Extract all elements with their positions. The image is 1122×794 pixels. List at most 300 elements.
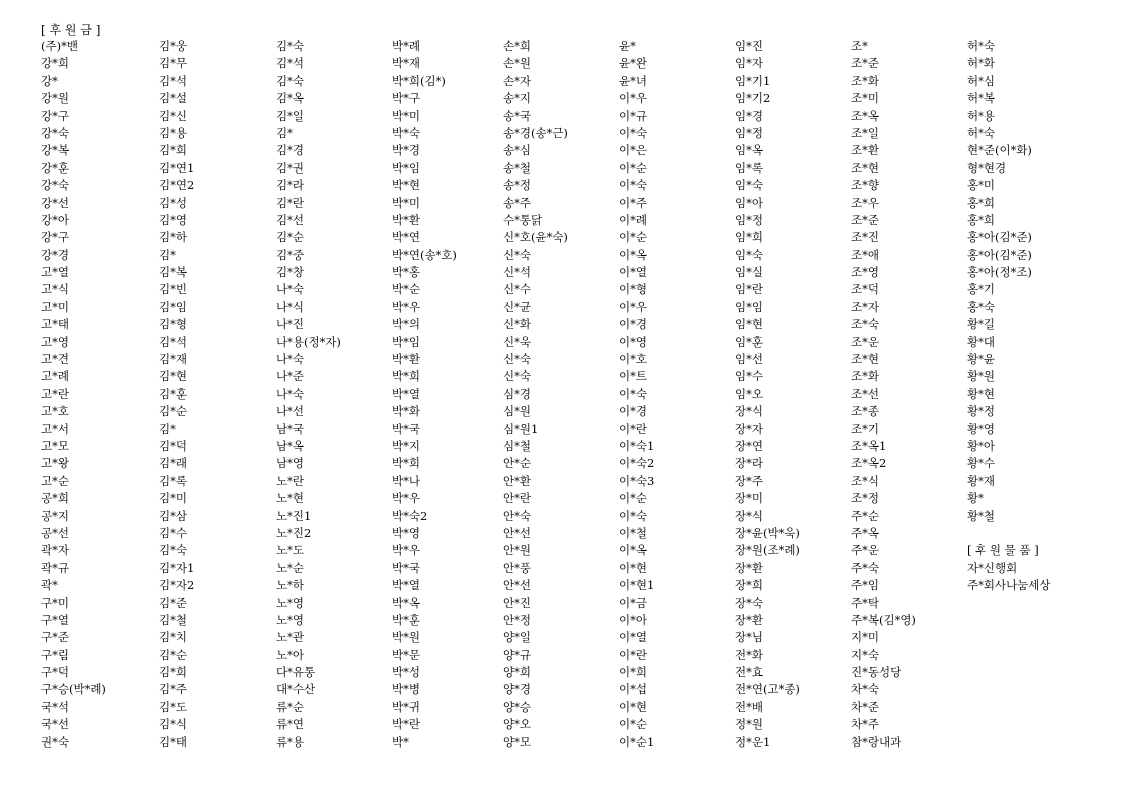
- donor-name: 임*아: [735, 195, 763, 210]
- donor-name: 김*복: [159, 265, 187, 280]
- donor-name: 나*숙: [276, 282, 304, 297]
- donor-name: 이*우: [619, 91, 647, 106]
- donor-name: 장*환: [735, 612, 763, 627]
- donor-name: 노*현: [276, 491, 304, 506]
- donor-name: 장*자: [735, 421, 763, 436]
- donor-name: 공*지: [41, 508, 69, 523]
- donor-name: 조*우: [851, 195, 879, 210]
- donor-name: 김*석: [159, 334, 187, 349]
- donor-name: 조*옥1: [851, 438, 887, 453]
- donor-name: 권*숙: [41, 734, 69, 749]
- donor-name: 국*석: [41, 699, 69, 714]
- donor-name: 차*주: [851, 717, 879, 732]
- donor-name: 주*운: [851, 543, 879, 558]
- goods-section-title: [ 후 원 물 품 ]: [967, 543, 1039, 558]
- donor-name: 고*서: [41, 421, 69, 436]
- donor-name: 이*숙: [619, 125, 647, 140]
- donor-name: 지*미: [851, 630, 879, 645]
- donor-name: 조*정: [851, 491, 879, 506]
- donor-name: 김*: [276, 125, 293, 140]
- donor-name: 황*정: [967, 404, 995, 419]
- donor-name: 김*선: [276, 212, 304, 227]
- donor-name: 조*준: [851, 56, 879, 71]
- donor-column-1: [41, 38, 106, 751]
- donor-name: 김*석: [276, 56, 304, 71]
- donor-name: 윤*: [619, 39, 636, 53]
- donor-name: 송*심: [503, 143, 531, 158]
- donor-name: 박*열: [392, 578, 420, 593]
- donor-name: 이*순1: [619, 734, 655, 749]
- donor-name: 손*자: [503, 73, 531, 88]
- donor-name: 구*승(박*례): [41, 682, 106, 697]
- donor-name: 송*경(송*근): [503, 125, 568, 140]
- donor-name: 형*현경: [967, 160, 1007, 175]
- donor-name: 고*태: [41, 317, 69, 332]
- donor-name: 이*순: [619, 491, 647, 506]
- donor-name: 김*임: [159, 299, 187, 314]
- donor-name: 차*준: [851, 699, 879, 714]
- donor-name: 송*철: [503, 160, 531, 175]
- donor-name: 수*통닭: [503, 212, 543, 227]
- donor-name: 박*홍: [392, 265, 420, 280]
- donor-name: 이*숙3: [619, 473, 655, 488]
- donor-name: 이*형: [619, 282, 647, 297]
- donor-name: 노*란: [276, 473, 304, 488]
- donor-name: 임*정: [735, 212, 763, 227]
- donor-name: 박*례: [392, 39, 420, 53]
- donor-name: 이*란: [619, 647, 647, 662]
- donor-name: 강*아: [41, 212, 69, 227]
- donor-name: 김*훈: [159, 386, 187, 401]
- donor-name: 구*미: [41, 595, 69, 610]
- donor-name: 노*하: [276, 578, 304, 593]
- donor-name: 조*: [851, 39, 868, 53]
- donor-name: 홍*희: [967, 212, 995, 227]
- donor-name: 나*진: [276, 317, 304, 332]
- donor-name: 박*옥: [392, 595, 420, 610]
- donor-name: 홍*아(정*조): [967, 265, 1032, 280]
- donor-name: 조*식: [851, 473, 879, 488]
- donor-name: 이*현: [619, 699, 647, 714]
- donor-name: 허*숙: [967, 39, 995, 53]
- donor-name: 이*영: [619, 334, 647, 349]
- donor-name: 박*희: [392, 369, 420, 384]
- donor-name: 박*원: [392, 630, 420, 645]
- donor-name: 이*섭: [619, 682, 647, 697]
- donor-name: 이*순: [619, 717, 647, 732]
- donor-name: 김*식: [159, 717, 187, 732]
- donor-name: 김*숙: [159, 543, 187, 558]
- donor-name: 노*영: [276, 612, 304, 627]
- donor-name: 박*환: [392, 212, 420, 227]
- donor-name: 조*운: [851, 334, 879, 349]
- donor-name: 강*희: [41, 56, 69, 71]
- donor-name: 김*희: [159, 143, 187, 158]
- donor-name: 조*기: [851, 421, 879, 436]
- donor-name: 임*임: [735, 299, 763, 314]
- donor-column-9: [967, 38, 1051, 595]
- donor-name: 박*우: [392, 543, 420, 558]
- donor-name: 송*정: [503, 178, 531, 193]
- donor-name: 김*래: [159, 456, 187, 471]
- donor-name: 심*철: [503, 438, 531, 453]
- donor-name: 허*복: [967, 91, 995, 106]
- donor-name: 김*현: [159, 369, 187, 384]
- donor-name: 나*용(정*자): [276, 334, 341, 349]
- donor-name: 안*풍: [503, 560, 531, 575]
- donor-name: 박*문: [392, 647, 420, 662]
- donor-columns: [0, 38, 1122, 778]
- donor-name: 공*선: [41, 525, 69, 540]
- donor-name: 안*선: [503, 578, 531, 593]
- donor-name: 박*병: [392, 682, 420, 697]
- donor-name: 고*모: [41, 438, 69, 453]
- donor-name: 조*현: [851, 160, 879, 175]
- donor-name: 안*숙: [503, 508, 531, 523]
- donor-name: 이*주: [619, 195, 647, 210]
- donor-name: 주*탁: [851, 595, 879, 610]
- donor-name: 남*영: [276, 456, 304, 471]
- donor-name: 나*숙: [276, 386, 304, 401]
- goods-donor-name: 주*회사나눔세상: [967, 578, 1051, 593]
- donor-name: 김*웅: [159, 39, 187, 53]
- donor-name: 진*동성당: [851, 665, 902, 680]
- donor-name: 홍*미: [967, 178, 995, 193]
- donor-name: 주*순: [851, 508, 879, 523]
- donor-name: 고*례: [41, 369, 69, 384]
- donor-name: 지*숙: [851, 647, 879, 662]
- donor-name: 김*영: [159, 212, 187, 227]
- donor-name: 박*란: [392, 717, 420, 732]
- donor-name: 김*연1: [159, 160, 195, 175]
- donor-name: 박*임: [392, 160, 420, 175]
- donor-name: 강*구: [41, 230, 69, 245]
- donor-name: 양*승: [503, 699, 531, 714]
- donor-name: 이*순: [619, 230, 647, 245]
- donor-name: 임*숙: [735, 247, 763, 262]
- donor-name: 김*: [159, 247, 176, 262]
- donor-name: 김*숙: [276, 73, 304, 88]
- donor-name: 장*미: [735, 491, 763, 506]
- donor-name: 장*님: [735, 630, 763, 645]
- donor-name: 김*재: [159, 352, 187, 367]
- donor-name: 박*: [392, 734, 409, 749]
- donor-name: 국*선: [41, 717, 69, 732]
- donor-name: 강*복: [41, 143, 69, 158]
- donor-name: 이*례: [619, 212, 647, 227]
- donor-name: 장*숙: [735, 595, 763, 610]
- donor-name: 황*대: [967, 334, 995, 349]
- donor-name: 다*유통: [276, 665, 316, 680]
- donor-name: 이*우: [619, 299, 647, 314]
- donor-name: 심*경: [503, 386, 531, 401]
- donor-name: 황*현: [967, 386, 995, 401]
- donor-name: 박*국: [392, 560, 420, 575]
- donor-name: 고*순: [41, 473, 69, 488]
- donor-name: 박*재: [392, 56, 420, 71]
- donor-name: 박*열: [392, 386, 420, 401]
- donor-name: 박*희(김*): [392, 73, 446, 88]
- donor-name: 허*화: [967, 56, 995, 71]
- donor-name: 류*용: [276, 734, 304, 749]
- donor-name: 이*트: [619, 369, 647, 384]
- donor-name: 이*숙: [619, 178, 647, 193]
- donor-name: 손*희: [503, 39, 531, 53]
- donor-name: 이*금: [619, 595, 647, 610]
- donor-name: 김*형: [159, 317, 187, 332]
- donor-name: 임*경: [735, 108, 763, 123]
- donations-section-title: [ 후 원 금 ]: [41, 23, 101, 37]
- donor-name: 임*진: [735, 39, 763, 53]
- donor-name: 박*미: [392, 108, 420, 123]
- donor-name: 노*도: [276, 543, 304, 558]
- donor-column-7: [735, 38, 800, 751]
- donor-name: 임*옥: [735, 143, 763, 158]
- donor-name: 이*경: [619, 404, 647, 419]
- donor-name: 류*연: [276, 717, 304, 732]
- donor-name: 나*식: [276, 299, 304, 314]
- donor-name: 안*환: [503, 473, 531, 488]
- donor-name: 김*숙: [276, 39, 304, 53]
- donor-name: 노*순: [276, 560, 304, 575]
- donor-name: 김*설: [159, 91, 187, 106]
- donor-name: 김*성: [159, 195, 187, 210]
- donor-name: 신*화: [503, 317, 531, 332]
- donor-name: 곽*: [41, 578, 58, 593]
- donor-name: 김*경: [276, 143, 304, 158]
- donor-name: 구*열: [41, 612, 69, 627]
- donor-name: 장*희: [735, 578, 763, 593]
- donor-name: 임*희: [735, 230, 763, 245]
- goods-donor-name: 자*신행회: [967, 560, 1018, 575]
- donor-name: 박*나: [392, 473, 420, 488]
- donor-name: (주)*밴: [41, 39, 78, 53]
- donor-name: 남*국: [276, 421, 304, 436]
- donor-name: 전*효: [735, 665, 763, 680]
- donor-name: 강*훈: [41, 160, 69, 175]
- donor-name: 안*원: [503, 543, 531, 558]
- donor-name: 박*현: [392, 178, 420, 193]
- donor-name: 양*희: [503, 665, 531, 680]
- donor-name: 이*숙: [619, 386, 647, 401]
- donor-name: 이*숙: [619, 508, 647, 523]
- donor-name: 김*순: [276, 230, 304, 245]
- donor-name: 황*원: [967, 369, 995, 384]
- spacer: [967, 525, 1051, 542]
- donor-name: 나*준: [276, 369, 304, 384]
- donor-name: 이*숙2: [619, 456, 655, 471]
- donor-name: 양*경: [503, 682, 531, 697]
- donor-name: 이*옥: [619, 247, 647, 262]
- donor-name: 고*미: [41, 299, 69, 314]
- donor-name: 손*원: [503, 56, 531, 71]
- donor-name: 정*원: [735, 717, 763, 732]
- donor-name: 노*관: [276, 630, 304, 645]
- donor-name: 장*원(조*례): [735, 543, 800, 558]
- donor-name: 주*임: [851, 578, 879, 593]
- donor-name: 임*수: [735, 369, 763, 384]
- donor-name: 박*순: [392, 282, 420, 297]
- donor-name: 장*환: [735, 560, 763, 575]
- donor-name: 현*준(이*화): [967, 143, 1032, 158]
- donor-name: 김*: [159, 421, 176, 436]
- donor-name: 조*옥2: [851, 456, 887, 471]
- donor-name: 임*기1: [735, 73, 771, 88]
- donor-name: 안*정: [503, 612, 531, 627]
- donor-name: 신*석: [503, 265, 531, 280]
- donor-name: 김*일: [276, 108, 304, 123]
- donor-name: 조*애: [851, 247, 879, 262]
- donor-name: 장*식: [735, 508, 763, 523]
- donor-name: 조*종: [851, 404, 879, 419]
- donor-name: 임*숙: [735, 178, 763, 193]
- donor-name: 강*구: [41, 108, 69, 123]
- donor-name: 곽*규: [41, 560, 69, 575]
- donor-name: 황*: [967, 491, 984, 506]
- donor-name: 신*숙: [503, 369, 531, 384]
- donor-name: 황*재: [967, 473, 995, 488]
- donor-name: 이*열: [619, 630, 647, 645]
- donor-name: 임*자: [735, 56, 763, 71]
- donor-name: 김*연2: [159, 178, 195, 193]
- donor-name: 안*선: [503, 525, 531, 540]
- donor-name: 장*식: [735, 404, 763, 419]
- donor-name: 김*순: [159, 404, 187, 419]
- donor-name: 주*복(김*영): [851, 612, 916, 627]
- donor-name: 조*현: [851, 352, 879, 367]
- donor-name: 황*길: [967, 317, 995, 332]
- donor-name: 황*영: [967, 421, 995, 436]
- donor-name: 김*수: [159, 525, 187, 540]
- donor-name: 정*운1: [735, 734, 771, 749]
- donor-name: 홍*숙: [967, 299, 995, 314]
- donor-name: 김*준: [159, 595, 187, 610]
- donor-name: 박*훈: [392, 612, 420, 627]
- donor-name: 박*지: [392, 438, 420, 453]
- donor-name: 이*희: [619, 665, 647, 680]
- donor-name: 김*창: [276, 265, 304, 280]
- donor-name: 김*권: [276, 160, 304, 175]
- donor-name: 고*란: [41, 386, 69, 401]
- donor-name: 강*원: [41, 91, 69, 106]
- donor-name: 박*영: [392, 525, 420, 540]
- donor-name: 노*영: [276, 595, 304, 610]
- donor-name: 김*철: [159, 612, 187, 627]
- donor-name: 박*숙: [392, 125, 420, 140]
- donor-name: 이*옥: [619, 543, 647, 558]
- donor-name: 조*덕: [851, 282, 879, 297]
- donor-name: 김*신: [159, 108, 187, 123]
- donor-name: 임*실: [735, 265, 763, 280]
- donor-name: 신*숙: [503, 247, 531, 262]
- donor-name: 김*무: [159, 56, 187, 71]
- donor-name: 허*심: [967, 73, 995, 88]
- donor-name: 박*미: [392, 195, 420, 210]
- donor-name: 황*윤: [967, 352, 995, 367]
- donor-name: 조*준: [851, 212, 879, 227]
- donor-name: 이*현1: [619, 578, 655, 593]
- donor-name: 조*선: [851, 386, 879, 401]
- donor-name: 김*태: [159, 734, 187, 749]
- donor-name: 심*원: [503, 404, 531, 419]
- donor-name: 신*수: [503, 282, 531, 297]
- donor-name: 김*자1: [159, 560, 195, 575]
- donor-name: 전*연(고*종): [735, 682, 800, 697]
- donor-name: 송*국: [503, 108, 531, 123]
- donor-name: 이*아: [619, 612, 647, 627]
- donor-name: 박*국: [392, 421, 420, 436]
- donor-name: 박*우: [392, 299, 420, 314]
- donor-name: 이*은: [619, 143, 647, 158]
- donor-name: 고*열: [41, 265, 69, 280]
- donor-name: 황*철: [967, 508, 995, 523]
- donor-name: 홍*희: [967, 195, 995, 210]
- donor-name: 박*숙2: [392, 508, 428, 523]
- donor-name: 김*록: [159, 473, 187, 488]
- donor-name: 주*옥: [851, 525, 879, 540]
- donor-name: 김*용: [159, 125, 187, 140]
- donor-name: 안*란: [503, 491, 531, 506]
- donor-name: 신*욱: [503, 334, 531, 349]
- donor-name: 김*도: [159, 699, 187, 714]
- donor-name: 양*오: [503, 717, 531, 732]
- donor-name: 홍*아(김*준): [967, 230, 1032, 245]
- donor-name: 고*호: [41, 404, 69, 419]
- donor-name: 이*란: [619, 421, 647, 436]
- donor-column-5: [503, 38, 568, 751]
- donor-name: 공*희: [41, 491, 69, 506]
- donor-name: 강*숙: [41, 125, 69, 140]
- donor-name: 장*윤(박*욱): [735, 525, 800, 540]
- donor-name: 김*하: [159, 230, 187, 245]
- donor-name: 박*우: [392, 491, 420, 506]
- donor-column-6: [619, 38, 654, 751]
- donor-name: 박*의: [392, 317, 420, 332]
- donor-name: 김*치: [159, 630, 187, 645]
- donor-name: 김*란: [276, 195, 304, 210]
- donor-name: 노*진2: [276, 525, 312, 540]
- donor-name: 장*연: [735, 438, 763, 453]
- donor-name: 장*라: [735, 456, 763, 471]
- donor-name: 이*호: [619, 352, 647, 367]
- donor-name: 양*모: [503, 734, 531, 749]
- donor-name: 허*용: [967, 108, 995, 123]
- donor-name: 신*호(윤*숙): [503, 230, 568, 245]
- donor-name: 대*수산: [276, 682, 316, 697]
- donor-name: 조*일: [851, 125, 879, 140]
- donor-name: 전*화: [735, 647, 763, 662]
- donor-name: 홍*기: [967, 282, 995, 297]
- donor-name: 박*연: [392, 230, 420, 245]
- donor-column-2: [159, 38, 194, 751]
- donor-name: 조*환: [851, 143, 879, 158]
- donor-name: 김*희: [159, 665, 187, 680]
- donor-name: 고*견: [41, 352, 69, 367]
- donor-name: 김*삼: [159, 508, 187, 523]
- donor-name: 조*영: [851, 265, 879, 280]
- donor-name: 강*숙: [41, 178, 69, 193]
- donor-name: 임*오: [735, 386, 763, 401]
- donor-name: 조*화: [851, 369, 879, 384]
- donor-column-3: [276, 38, 341, 751]
- donor-name: 김*순: [159, 647, 187, 662]
- donor-name: 참*랑내과: [851, 734, 902, 749]
- donor-name: 조*향: [851, 178, 879, 193]
- donor-name: 나*선: [276, 404, 304, 419]
- donor-name: 이*순: [619, 160, 647, 175]
- donor-name: 이*경: [619, 317, 647, 332]
- donor-name: 박*연(송*호): [392, 247, 457, 262]
